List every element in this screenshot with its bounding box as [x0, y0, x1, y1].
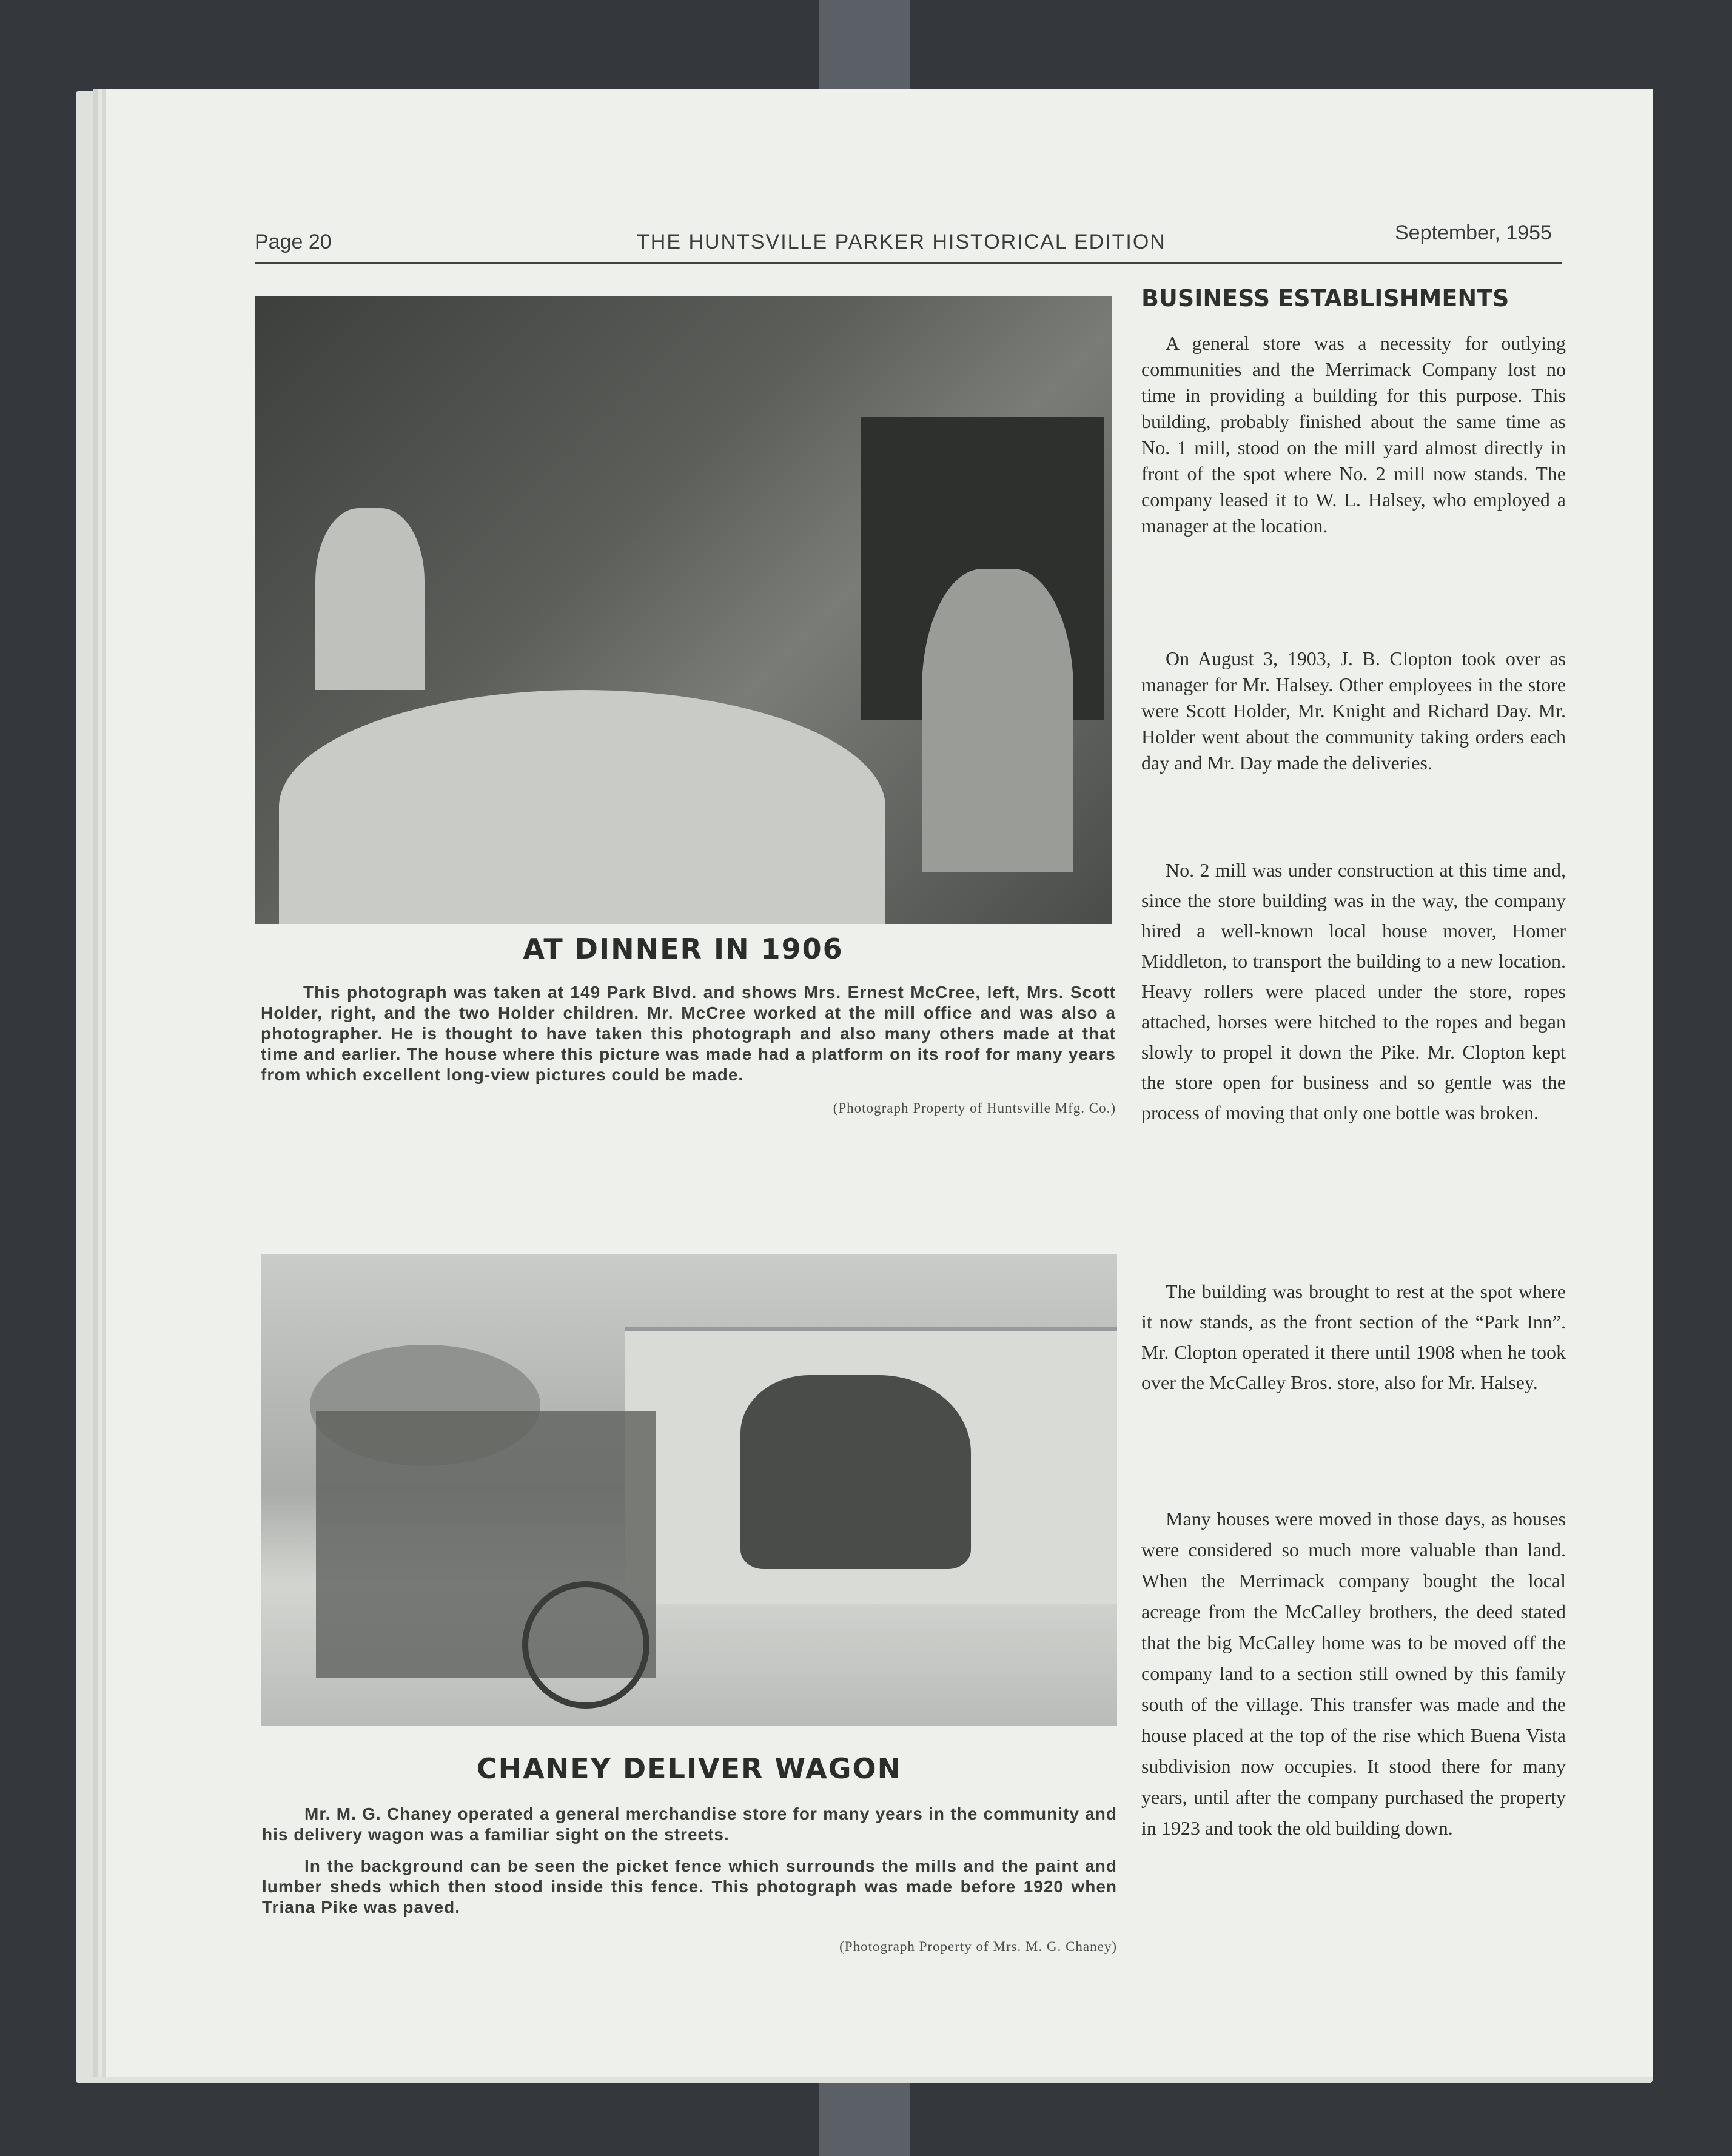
photo2-caption-p1: Mr. M. G. Chaney operated a general merchandise store for many years in the community and his delivery wagon was a familiar sight on the streets.	[262, 1804, 1117, 1844]
publication-title: THE HUNTSVILLE PARKER HISTORICAL EDITION	[637, 230, 1166, 253]
photo1-credit: (Photograph Property of Huntsville Mfg. Co.)	[833, 1100, 1116, 1116]
article-paragraph-2	[1141, 646, 1566, 776]
article-paragraph-3	[1141, 855, 1566, 1128]
issue-date: September, 1955	[1395, 221, 1552, 244]
header-rule	[255, 262, 1562, 264]
paragraph-text: Many houses were moved in those days, as houses were considered so much more valuable than land. When the Merrimack company bought the local acreage from the McCalley brothers, the deed stated that the big McCalley home was to be moved off the company land to a section still owned by this family south of the village. This transfer was made and the house placed at the top of the rise which Buena Vista subdivision now occupies. It stood there for many years, until after the company purchased the property in 1923 and took the old building down.	[1141, 1508, 1566, 1839]
paragraph-text: The building was brought to rest at the spot where it now stands, as the front section of the “Park Inn”. Mr. Clopton operated it there until 1908 when he took over the McCalley Bros. store, also for Mr. Halsey.	[1141, 1281, 1566, 1393]
page-number: Page 20	[255, 230, 332, 253]
binder-strip-top	[819, 0, 910, 97]
binder-strip-bottom	[819, 2074, 910, 2156]
photo2-credit: (Photograph Property of Mrs. M. G. Chaney)	[839, 1939, 1117, 1954]
photo1-caption	[261, 982, 1116, 1096]
article-heading: BUSINESS ESTABLISHMENTS	[1141, 285, 1509, 312]
photo2-caption	[262, 1804, 1117, 1929]
photo-chaney-wagon	[261, 1254, 1117, 1726]
photo1-caption-text: This photograph was taken at 149 Park Blvd. and shows Mrs. Ernest McCree, left, Mrs. Scott Holder, right, and the two Holder children. Mr. McCree worked at the mill office and was also a photographer. He is thought to have taken this photograph and also many others made at that time and earlier. The house where this picture was made had a platform on its roof for many years from which excellent long-view pictures could be made.	[261, 983, 1116, 1084]
paragraph-text: No. 2 mill was under construction at this time and, since the store building was in the way, the company hired a well-known local house mover, Homer Middleton, to transport the building to a new location. Heavy rollers were placed under the store, ropes attached, horses were hitched to the ropes and began slowly to propel it down the Pike. Mr. Clopton kept the store open for business and so gentle was the process of moving that only one bottle was broken.	[1141, 859, 1566, 1123]
paragraph-text: On August 3, 1903, J. B. Clopton took over as manager for Mr. Halsey. Other employees in the store were Scott Holder, Mr. Knight and Richard Day. Mr. Holder went about the community taking orders each day and Mr. Day made the deliveries.	[1141, 648, 1566, 774]
photo2-title: CHANEY DELIVER WAGON	[476, 1752, 902, 1785]
photo1-title: AT DINNER IN 1906	[523, 932, 844, 965]
paragraph-text: A general store was a necessity for outlying communities and the Merrimack Company lost no time in providing a building for this purpose. This building, probably finished about the same time as No. 1 mill, stood on the mill yard almost directly in front of the spot where No. 2 mill now stands. The company leased it to W. L. Halsey, who employed a manager at the location.	[1141, 332, 1566, 537]
article-paragraph-5	[1141, 1504, 1566, 1844]
article-paragraph-1	[1141, 330, 1566, 539]
photo-dinner-1906	[255, 296, 1112, 924]
article-paragraph-4	[1141, 1276, 1566, 1398]
photo2-caption-p2: In the background can be seen the picket fence which surrounds the mills and the paint and lumber sheds which then stood inside this fence. This photograph was made before 1920 when Triana Pike was paved.	[262, 1856, 1117, 1917]
